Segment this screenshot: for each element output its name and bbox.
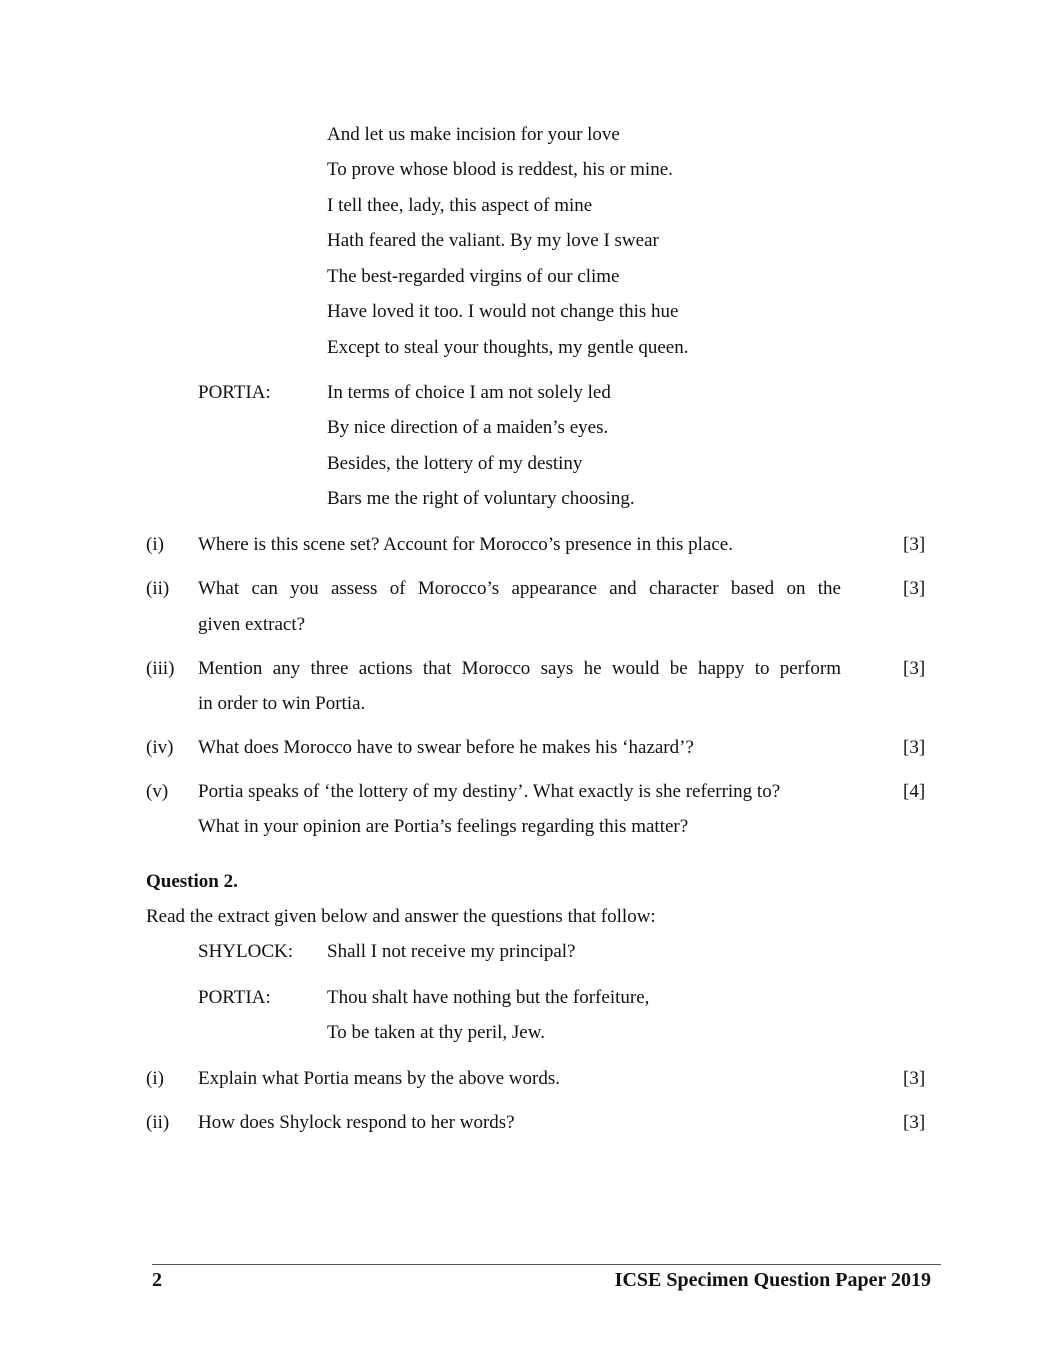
verse-line: The best-regarded virgins of our clime [327, 266, 620, 287]
question-marks: [3] [903, 578, 926, 599]
speaker-shylock: SHYLOCK: [198, 941, 294, 962]
question-heading: Question 2. [146, 871, 238, 892]
question-text: What does Morocco have to swear before he makes his ‘hazard’? [198, 737, 694, 758]
question-marks: [3] [903, 1068, 926, 1089]
question-number: (ii) [146, 578, 170, 599]
question-text: Portia speaks of ‘the lottery of my destiny’. What exactly is she referring to? [198, 781, 781, 802]
page-number: 2 [152, 1269, 162, 1291]
question-text: Explain what Portia means by the above words. [198, 1068, 560, 1089]
question-text: given extract? [198, 614, 306, 635]
footer-title: ICSE Specimen Question Paper 2019 [614, 1269, 931, 1291]
verse-line: Shall I not receive my principal? [327, 941, 576, 962]
question-number: (i) [146, 534, 164, 555]
question-number: (ii) [146, 1112, 170, 1133]
question-number: (iv) [146, 737, 174, 758]
question-number: (v) [146, 781, 169, 802]
question-marks: [3] [903, 658, 926, 679]
instruction-text: Read the extract given below and answer the questions that follow: [146, 906, 656, 927]
verse-line: To be taken at thy peril, Jew. [327, 1022, 545, 1043]
verse-line: In terms of choice I am not solely led [327, 382, 611, 403]
question-number: (iii) [146, 658, 175, 679]
question-marks: [4] [903, 781, 926, 802]
verse-line: Except to steal your thoughts, my gentle queen. [327, 337, 689, 358]
verse-line: Have loved it too. I would not change this hue [327, 301, 679, 322]
verse-line: And let us make incision for your love [327, 124, 620, 145]
verse-line: To prove whose blood is reddest, his or mine. [327, 159, 673, 180]
verse-line: By nice direction of a maiden’s eyes. [327, 417, 609, 438]
question-marks: [3] [903, 737, 926, 758]
question-marks: [3] [903, 534, 926, 555]
question-text: Mention any three actions that Morocco says he would be happy to perform [198, 658, 841, 679]
speaker-portia: PORTIA: [198, 382, 271, 403]
speaker-portia: PORTIA: [198, 987, 271, 1008]
question-text: Where is this scene set? Account for Morocco’s presence in this place. [198, 534, 733, 555]
verse-line: Thou shalt have nothing but the forfeiture, [327, 987, 650, 1008]
verse-line: I tell thee, lady, this aspect of mine [327, 195, 593, 216]
question-text: How does Shylock respond to her words? [198, 1112, 515, 1133]
verse-line: Besides, the lottery of my destiny [327, 453, 583, 474]
question-marks: [3] [903, 1112, 926, 1133]
question-text: What can you assess of Morocco’s appearance and character based on the [198, 578, 841, 599]
question-text: What in your opinion are Portia’s feelings regarding this matter? [198, 816, 689, 837]
question-number: (i) [146, 1068, 164, 1089]
footer-rule [152, 1264, 941, 1265]
verse-line: Bars me the right of voluntary choosing. [327, 488, 635, 509]
verse-line: Hath feared the valiant. By my love I swear [327, 230, 659, 251]
question-text: in order to win Portia. [198, 693, 366, 714]
